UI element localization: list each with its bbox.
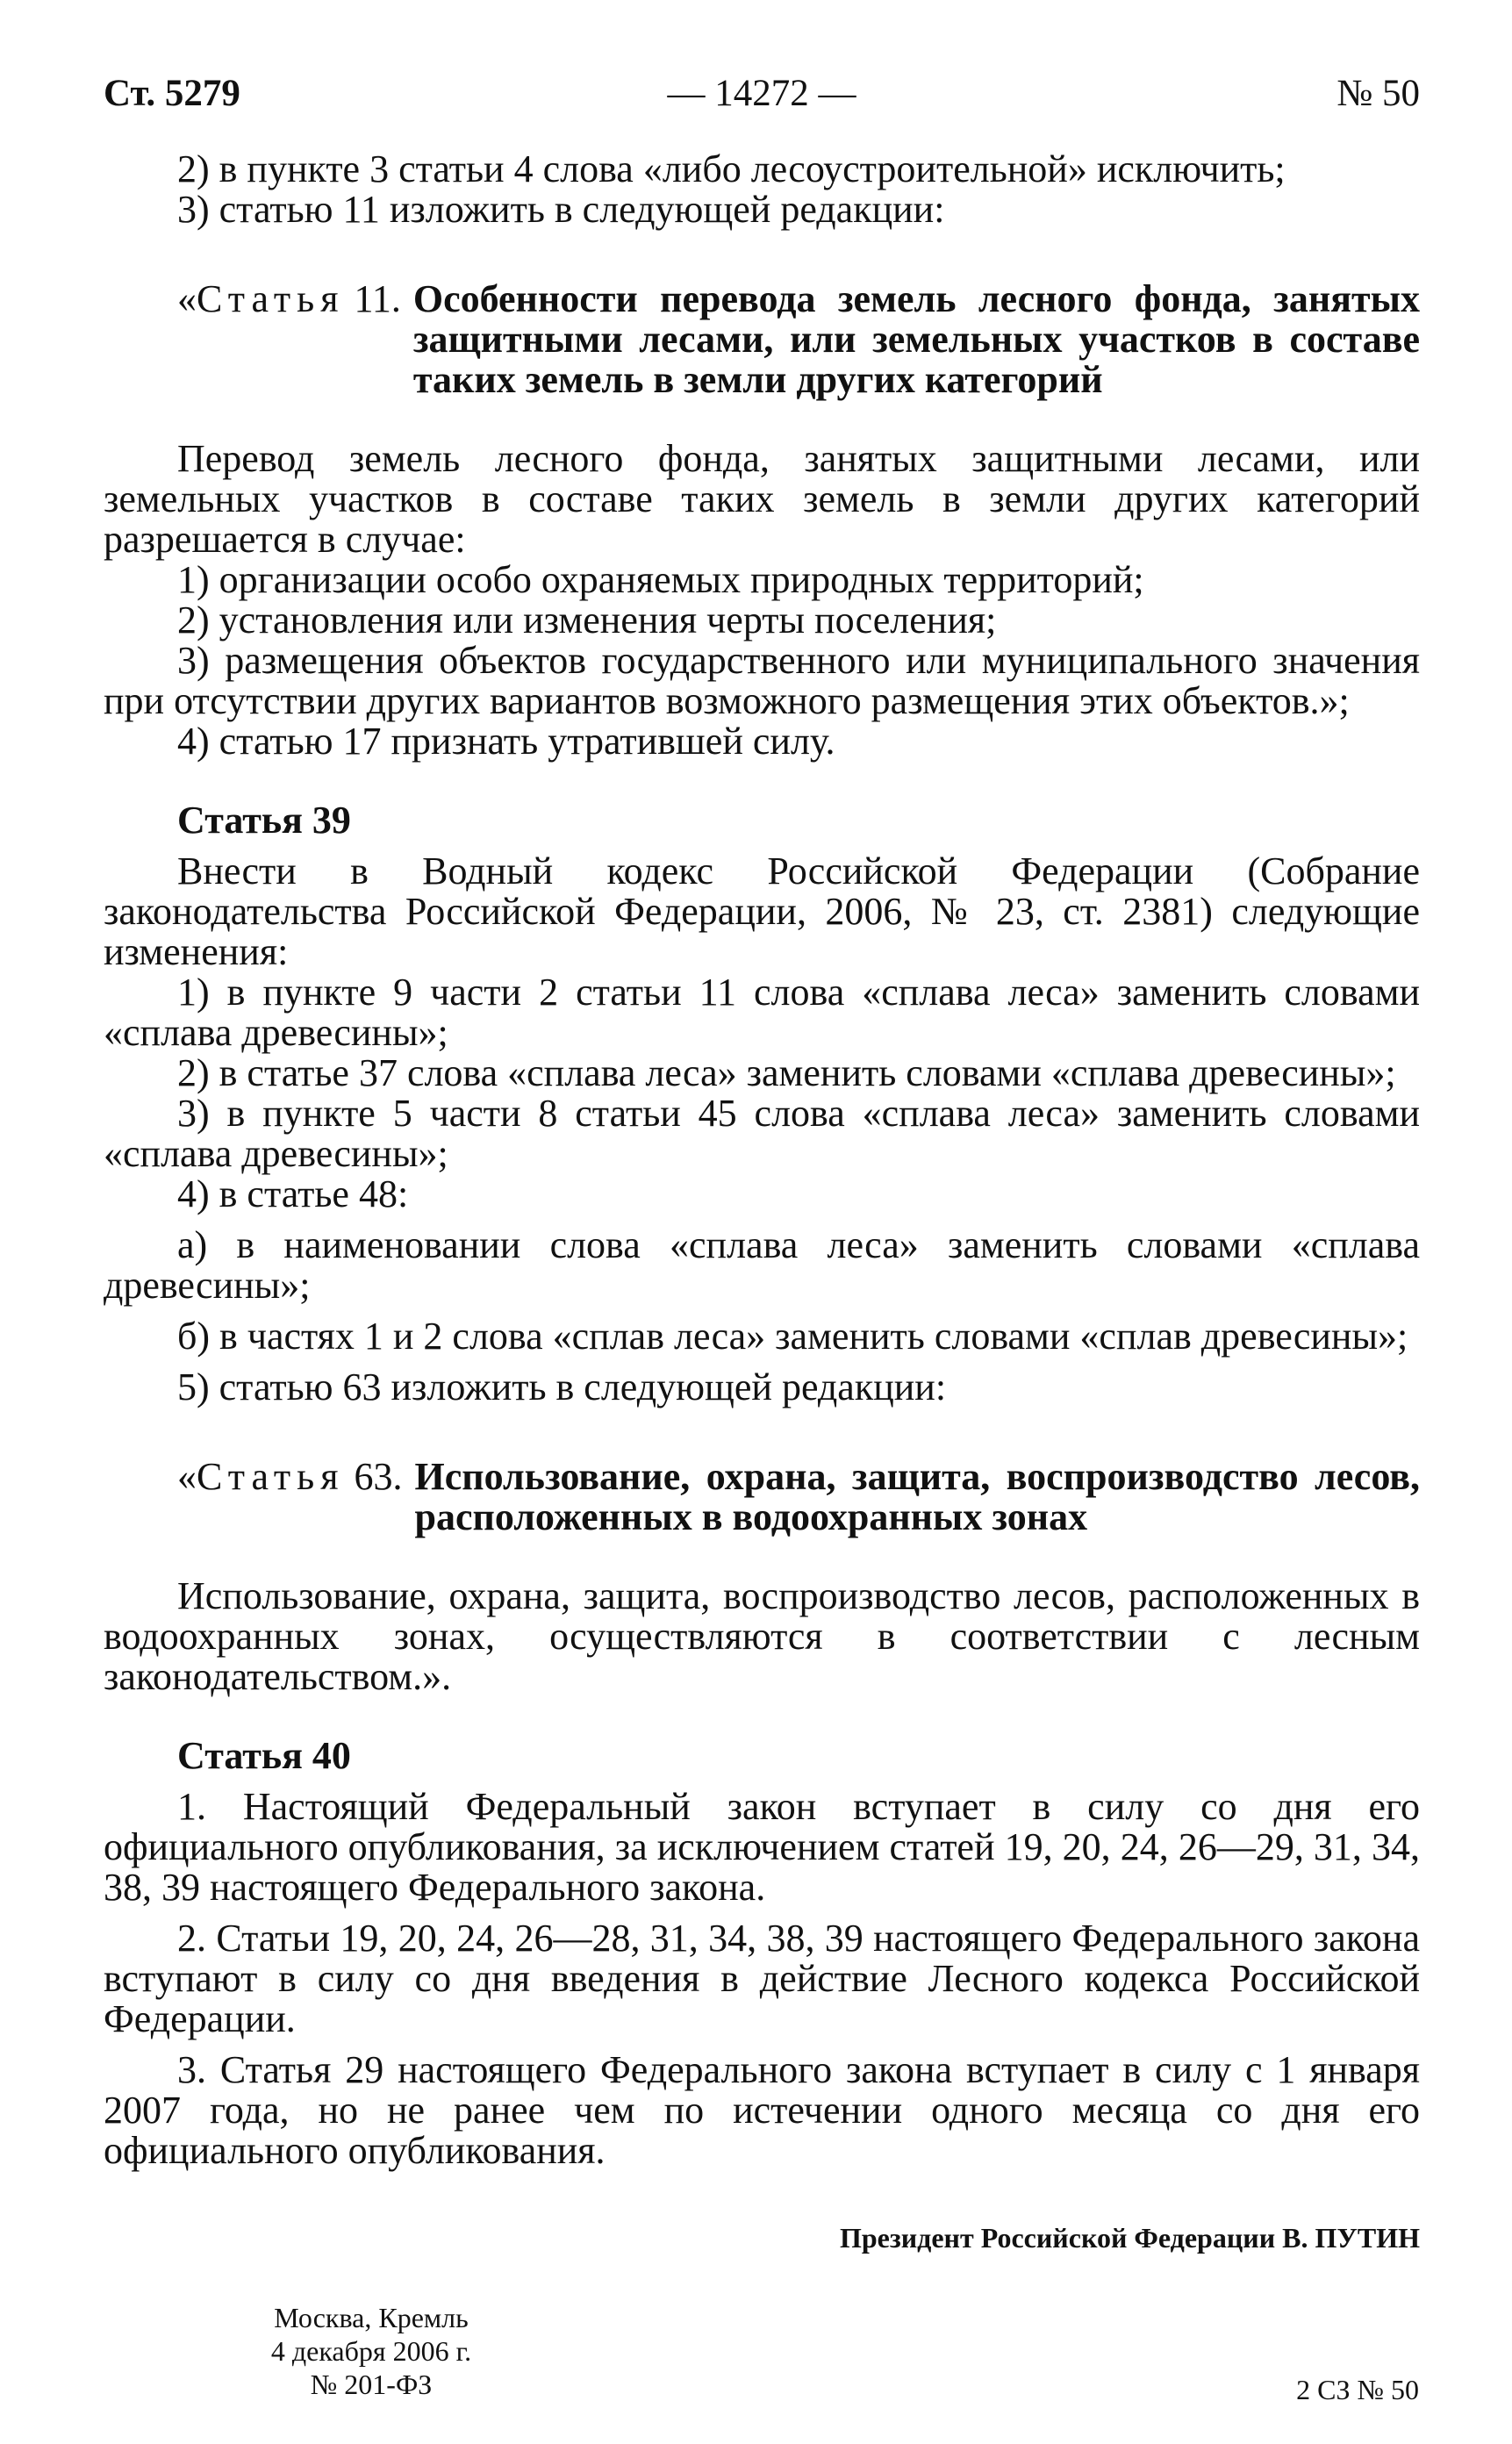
article-paragraph: 4) статью 17 признать утратившей силу. [177, 720, 835, 763]
header-article-ref: Ст. 5279 [104, 73, 240, 114]
article-paragraph: 3) в пункте 5 части 8 статьи 45 слова «сплава леса» заменить словами «сплава древесины»; [104, 1092, 1420, 1175]
signature: Президент Российской Федерации В. ПУТИН [839, 2222, 1420, 2254]
article-11-heading [104, 279, 1420, 400]
law-number: № 201-ФЗ [310, 2369, 433, 2400]
article-paragraph: 3. Статья 29 настоящего Федерального закона вступает в силу с 1 января 2007 года, но не ранее чем по истечении одного месяца со дня его официального опубликования. [104, 2048, 1420, 2172]
article-39-heading: Статья 39 [177, 799, 351, 842]
article-paragraph: 5) статью 63 изложить в следующей редакции: [177, 1365, 947, 1408]
header-issue-number: № 50 [1336, 73, 1420, 114]
article-label: «Статья 11. [177, 277, 401, 320]
article-label: «Статья 63. [177, 1455, 403, 1498]
article-paragraph: 1. Настоящий Федеральный закон вступает в силу со дня его официального опубликования, за исключением статей 19, 20, 24, 26—29, 31, 34, 38, 39 настоящего Федерального закона. [104, 1785, 1420, 1909]
intro-paragraph: 3) статью 11 изложить в следующей редакции: [177, 188, 945, 231]
article-paragraph: б) в частях 1 и 2 слова «сплав леса» заменить словами «сплав древесины»; [177, 1315, 1408, 1358]
article-paragraph: Внести в Водный кодекс Российской Федерации (Собрание законодательства Российской Федерации, 2006, № 23, ст. 2381) следующие изменения: [104, 849, 1420, 973]
list-item: 2) установления или изменения черты поселения; [177, 598, 997, 641]
document-body [104, 149, 1420, 2401]
article-40-heading: Статья 40 [177, 1734, 351, 1777]
place-date-block [226, 2301, 516, 2401]
article-paragraph: 2) в статье 37 слова «сплава леса» заменить словами «сплава древесины»; [177, 1051, 1396, 1094]
article-paragraph: Использование, охрана, защита, воспроизводство лесов, расположенных в водоохранных зонах, осуществляются в соответствии с лесным законодательством.». [104, 1574, 1420, 1698]
article-title: Особенности перевода земель лесного фонда, занятых защитными лесами, или земельных участков в составе таких земель в земли других категорий [412, 277, 1420, 401]
list-item: 1) организации особо охраняемых природных территорий; [177, 558, 1144, 601]
page-header [104, 72, 1420, 118]
article-paragraph: Перевод земель лесного фонда, занятых защитными лесами, или земельных участков в составе таких земель в земли других категорий разрешается в случае: [104, 437, 1420, 561]
article-63-heading [104, 1457, 1420, 1537]
article-paragraph: 4) в статье 48: [177, 1172, 409, 1215]
place-city: Москва, Кремль [274, 2302, 469, 2333]
article-paragraph: 2. Статьи 19, 20, 24, 26—28, 31, 34, 38, 39 настоящего Федерального закона вступают в силу со дня введения в действие Лесного кодекса Российской Федерации. [104, 1917, 1420, 2040]
header-page-number: — 14272 — [667, 73, 856, 114]
page-footer: 2 СЗ № 50 [1296, 2374, 1419, 2405]
law-date: 4 декабря 2006 г. [270, 2335, 472, 2367]
article-paragraph: а) в наименовании слова «сплава леса» заменить словами «сплава древесины»; [104, 1223, 1420, 1307]
article-paragraph: 1) в пункте 9 части 2 статьи 11 слова «сплава леса» заменить словами «сплава древесины»; [104, 971, 1420, 1054]
article-title: Использование, охрана, защита, воспроизводство лесов, расположенных в водоохранных зонах [414, 1455, 1420, 1538]
list-item: 3) размещения объектов государственного или муниципального значения при отсутствии других вариантов возможного размещения этих объектов.»; [104, 639, 1420, 722]
intro-paragraph: 2) в пункте 3 статьи 4 слова «либо лесоустроительной» исключить; [177, 147, 1286, 190]
